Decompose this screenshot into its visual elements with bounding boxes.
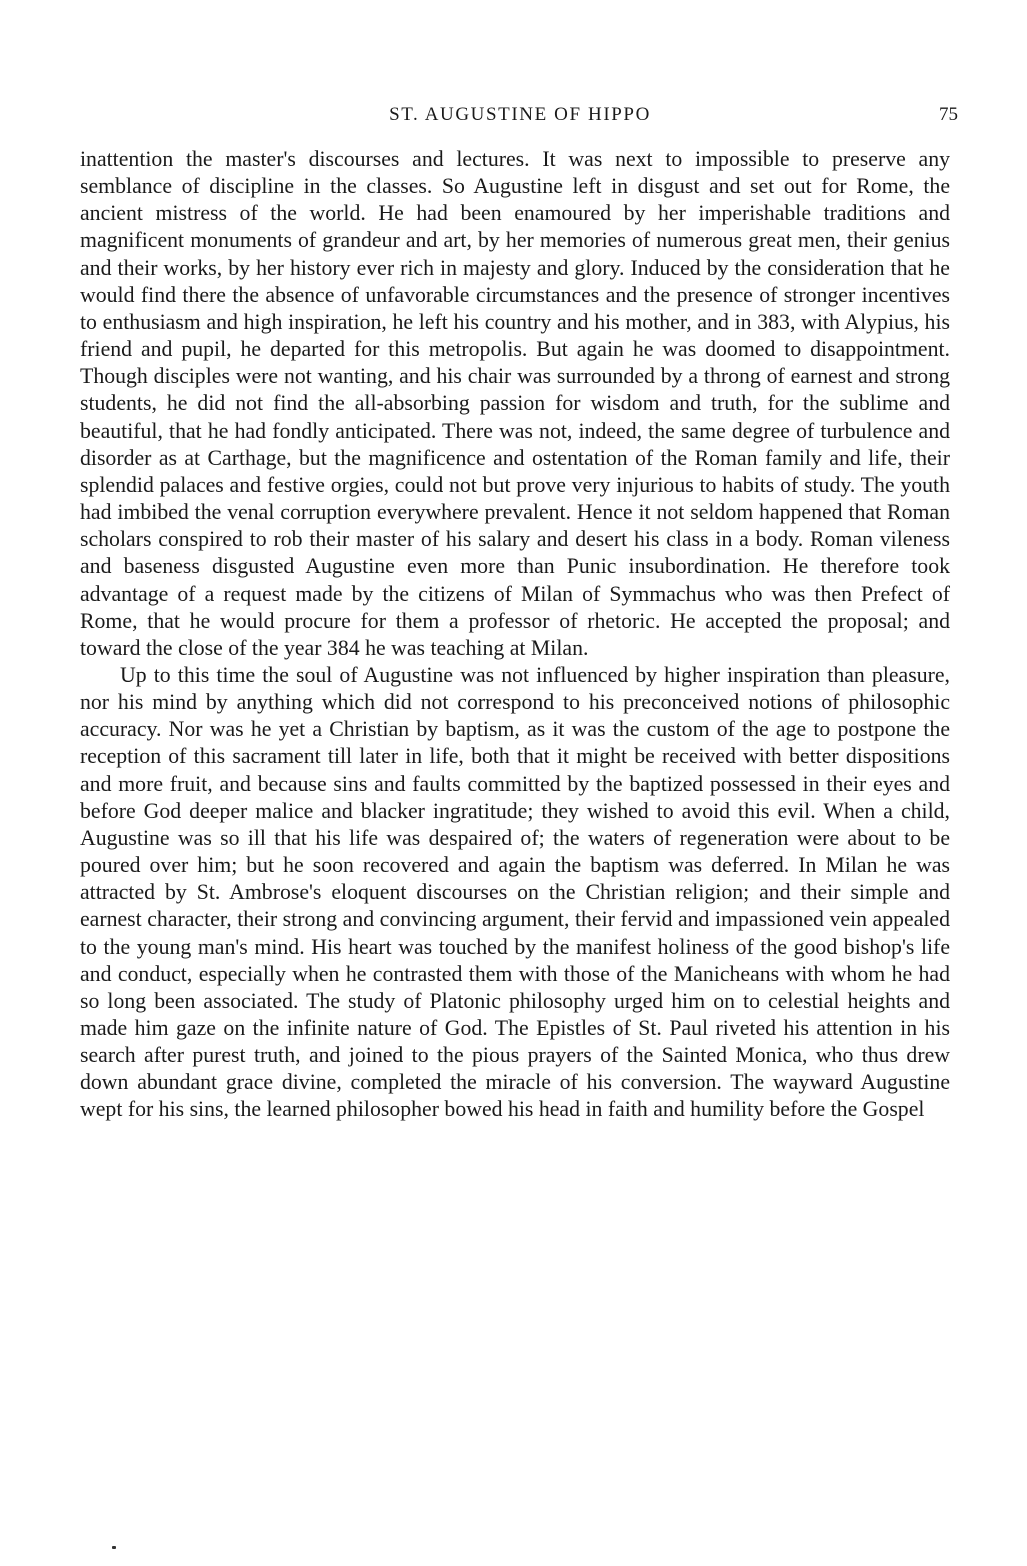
running-title: ST. AUGUSTINE OF HIPPO xyxy=(389,104,651,125)
paragraph-1: inattention the master's discourses and lectures. It was next to impossible to preserve any semblance of discipline in the classes. So Augustine left in disgust and set out for Rome, the ancient mistress of the world. He had been enamoured by her imperishable traditions and magnificent monuments of grandeur and art, by her memories of numerous great men, their genius and their works, by her history ever rich in majesty and glory. Induced by the consideration that he would find there the absence of unfavorable circumstances and the presence of stronger incentives to enthusiasm and high inspiration, he left his country and his mother, and in 383, with Alypius, his friend and pupil, he departed for this metropolis. But again he was doomed to disappointment. Though disciples were not wanting, and his chair was surrounded by a throng of earnest and strong students, he did not find the all-absorbing passion for wisdom and truth, for the sublime and beautiful, that he had fondly anticipated. There was not, indeed, the same degree of turbulence and disorder as at Carthage, but the magnificence and ostentation of the Roman family and life, their splendid palaces and festive orgies, could not but prove very injurious to habits of study. The youth had imbibed the venal corruption everywhere prevalent. Hence it not seldom happened that Roman scholars conspired to rob their master of his salary and desert his class in a body. Roman vileness and baseness disgusted Augustine even more than Punic insubordination. He therefore took advantage of a request made by the citizens of Milan of Symmachus who was then Prefect of Rome, that he would procure for them a professor of rhetoric. He accepted the proposal; and toward the close of the year 384 he was teaching at Milan. xyxy=(80,147,950,660)
body-text xyxy=(80,146,950,1124)
running-header xyxy=(80,100,960,130)
ink-speck xyxy=(112,1546,116,1549)
page-number: 75 xyxy=(939,104,958,125)
paragraph-2: Up to this time the soul of Augustine was not influenced by higher inspiration than pleasure, nor his mind by anything which did not correspond to his preconceived notions of philosophic accuracy. Nor was he yet a Christian by baptism, as it was the custom of the age to postpone the reception of this sacrament till later in life, both that it might be received with better dispositions and more fruit, and because sins and faults committed by the baptized possessed in their eyes and before God deeper malice and blacker ingratitude; they wished to avoid this evil. When a child, Augustine was so ill that his life was despaired of; the waters of regeneration were about to be poured over him; but he soon recovered and again the baptism was deferred. In Milan he was attracted by St. Ambrose's eloquent discourses on the Christian religion; and their simple and earnest character, their strong and convincing argument, their fervid and impassioned vein appealed to the young man's mind. His heart was touched by the manifest holiness of the good bishop's life and conduct, especially when he contrasted them with those of the Manicheans with whom he had so long been associated. The study of Platonic philosophy urged him on to celestial heights and made him gaze on the infinite nature of God. The Epistles of St. Paul riveted his attention in his search after purest truth, and joined to the pious prayers of the Sainted Monica, who thus drew down abundant grace divine, completed the miracle of his conversion. The wayward Augustine wept for his sins, the learned philosopher bowed his head in faith and humility before the Gospel xyxy=(80,662,950,1122)
